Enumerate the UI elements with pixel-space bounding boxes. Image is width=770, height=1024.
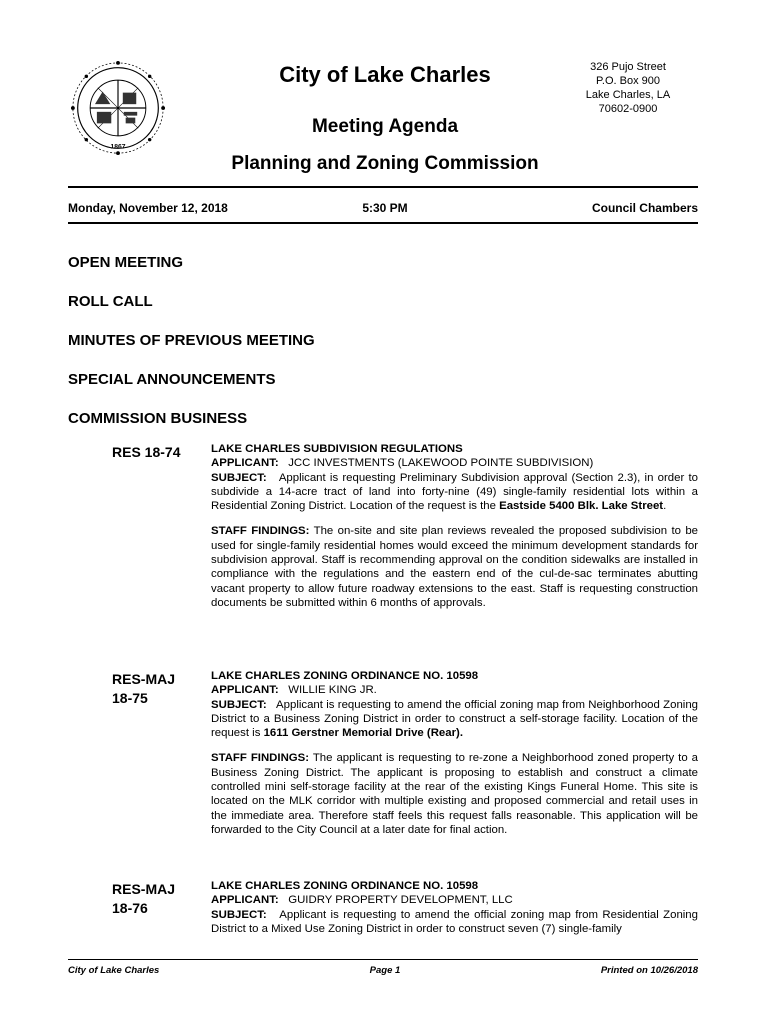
- findings-text: The applicant is requesting to re-zone a Neighborhood zoned property to a Business Zoning District. The applicant is proposing to establish and construct a climate controlled mini self-storage facility at the rear of the existing Kings Funeral Home. This site is located on the MLK corridor with multiple existing and proposed commercial and retail uses in the immediate area. Therefore staff feels this request falls reasonable. This application will be forwarded to the City Council at a later date for final action.: [211, 752, 698, 836]
- city-title: City of Lake Charles: [279, 62, 491, 87]
- footer-page-number: Page 1: [369, 965, 401, 976]
- subject-location: Eastside 5400 Blk. Lake Street: [499, 500, 664, 513]
- item-code: [112, 443, 180, 462]
- item-heading: LAKE CHARLES ZONING ORDINANCE NO. 10598: [211, 880, 479, 892]
- section-minutes: MINUTES OF PREVIOUS MEETING: [68, 332, 315, 349]
- item-heading: LAKE CHARLES SUBDIVISION REGULATIONS: [211, 443, 463, 455]
- subject-location: 1611 Gerstner Memorial Drive (Rear).: [263, 727, 463, 740]
- item-findings: [211, 524, 698, 610]
- divider: [68, 186, 698, 188]
- findings-label: STAFF FINDINGS:: [211, 525, 310, 538]
- item-subject: [211, 908, 698, 937]
- footer-divider: [68, 959, 698, 960]
- seal-year: 1867: [110, 143, 126, 151]
- divider: [68, 222, 698, 224]
- subject-location-end: .: [663, 500, 667, 513]
- agenda-item: [211, 669, 698, 837]
- applicant-name: JCC INVESTMENTS (LAKEWOOD POINTE SUBDIVISION): [288, 457, 594, 470]
- findings-label: STAFF FINDINGS:: [211, 752, 310, 765]
- item-code: [112, 670, 175, 708]
- applicant-label: APPLICANT:: [211, 457, 279, 470]
- applicant-name: GUIDRY PROPERTY DEVELOPMENT, LLC: [288, 894, 513, 907]
- agenda-title: Meeting Agenda: [311, 116, 459, 137]
- item-subject: [211, 698, 698, 741]
- subject-text: Applicant is requesting to amend the official zoning map from Neighborhood Zoning District to a Business Zoning District in order to construct a self-storage facility. Location of the request is: [211, 698, 698, 740]
- meeting-location: Council Chambers: [591, 201, 698, 215]
- item-findings: [211, 751, 698, 837]
- meeting-date: Monday, November 12, 2018: [68, 201, 228, 215]
- address-line: Lake Charles, LA: [585, 89, 671, 101]
- item-heading: LAKE CHARLES ZONING ORDINANCE NO. 10598: [211, 670, 479, 682]
- applicant-label: APPLICANT:: [211, 684, 279, 697]
- item-applicant: [211, 456, 698, 470]
- subject-label: SUBJECT:: [211, 471, 267, 484]
- subject-label: SUBJECT:: [211, 908, 267, 921]
- item-code-line: RES 18-74: [112, 444, 181, 460]
- item-code: [112, 880, 175, 918]
- section-roll-call: ROLL CALL: [68, 293, 153, 310]
- footer-city: City of Lake Charles: [68, 965, 160, 976]
- footer-printed-date: Printed on 10/26/2018: [600, 965, 698, 976]
- commission-title: Planning and Zoning Commission: [231, 153, 539, 174]
- address-line: 326 Pujo Street: [590, 61, 666, 73]
- agenda-item: [211, 879, 698, 936]
- subject-text: Applicant is requesting to amend the official zoning map from Residential Zoning District to a Mixed Use Zoning District in order to construct seven (7) single-family: [211, 908, 698, 935]
- item-code-line: 18-75: [112, 690, 148, 706]
- meeting-time: 5:30 PM: [362, 201, 408, 215]
- item-applicant: [211, 683, 698, 697]
- item-code-line: 18-76: [112, 900, 148, 916]
- section-special-announcements: SPECIAL ANNOUNCEMENTS: [68, 371, 276, 388]
- section-commission-business: COMMISSION BUSINESS: [68, 410, 248, 427]
- item-applicant: [211, 893, 698, 907]
- item-code-line: RES-MAJ: [112, 881, 176, 897]
- item-subject: [211, 471, 698, 514]
- address-block: [553, 60, 703, 116]
- applicant-label: APPLICANT:: [211, 894, 279, 907]
- item-code-line: RES-MAJ: [112, 671, 176, 687]
- address-line: P.O. Box 900: [595, 75, 660, 87]
- findings-text: The on-site and site plan reviews revealed the proposed subdivision to be used for single-family residential homes would exceed the minimum development standards for subdivision approval. Staff is recommending approval on the condition sidewalks are installed in compliance with the regulations and the eastern end of the cul-de-sac terminates abutting vacant property to allow future roadway extensions to the east. Staff is requesting construction documents be submitted within 6 months of approvals.: [211, 525, 698, 609]
- applicant-name: WILLIE KING JR.: [288, 684, 377, 697]
- section-open-meeting: OPEN MEETING: [68, 254, 184, 271]
- subject-text: Applicant is requesting Preliminary Subdivision approval (Section 2.3), in order to subdivide a 14-acre tract of land into forty-nine (49) single-family residential lots within a Residential Zoning District. Location of the request is the: [211, 471, 698, 513]
- subject-label: SUBJECT:: [211, 698, 267, 711]
- agenda-item: [211, 442, 698, 610]
- address-line: 70602-0900: [598, 103, 658, 115]
